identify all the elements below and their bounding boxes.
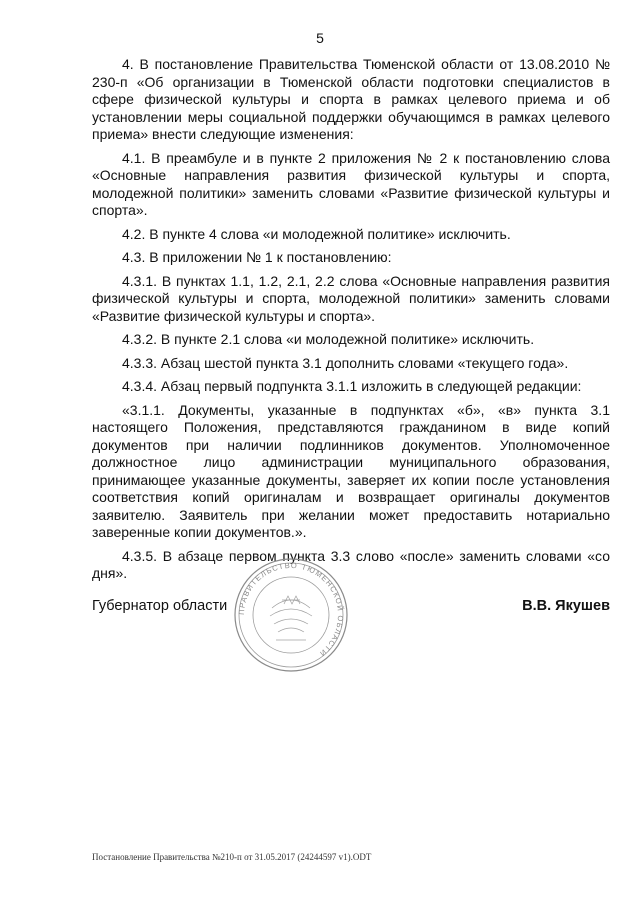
svg-text:ПРАВИТЕЛЬСТВО ТЮМЕНСКОЙ ОБЛАСТ: ПРАВИТЕЛЬСТВО ТЮМЕНСКОЙ ОБЛАСТИ (236, 560, 346, 659)
paragraph-4: 4. В постановление Правительства Тюменской области от 13.08.2010 № 230-п «Об организации в Тюменской области подготовки специалистов в сфере физической культуры и спорта в рамках целевого приема и об установлении меры социальной поддержки обучающимся в рамках целевого приема» внести следующие изменения: (92, 56, 610, 142)
paragraph-4-1: 4.1. В преамбуле и в пункте 2 приложения № 2 к постановлению слова «Основные направления развития физической культуры и спорта, молодежной политики» заменить словами «Развитие физической культуры и спорта». (92, 149, 610, 218)
paragraph-4-3-5: 4.3.5. В абзаце первом пункта 3.3 слово «после» заменить словами «со дня». (92, 547, 610, 581)
paragraph-4-3-1: 4.3.1. В пунктах 1.1, 1.2, 2.1, 2.2 слова «Основные направления развития физической культуры и спорта, молодежной политики» заменить словами «Развитие физической культуры и спорта». (92, 272, 610, 324)
signature-block (92, 598, 610, 622)
paragraph-4-2: 4.2. В пункте 4 слова «и молодежной политике» исключить. (122, 225, 511, 242)
paragraph-4-3-2: 4.3.2. В пункте 2.1 слова «и молодежной политике» исключить. (122, 331, 535, 347)
signer-title: Губернатор области (92, 598, 228, 614)
document-body (92, 56, 610, 589)
page-number: 5 (316, 30, 324, 46)
paragraph-4-3-3: 4.3.3. Абзац шестой пункта 3.1 дополнить словами «текущего года». (122, 354, 569, 371)
paragraph-4-3: 4.3. В приложении № 1 к постановлению: (122, 249, 392, 265)
paragraph-3-1-1-quote: «3.1.1. Документы, указанные в подпунктах «б», «в» пункта 3.1 настоящего Положения, представляются гражданином в виде копий документов при наличии подлинников документов. Уполномоченное должностное лицо администрации муниципального образования, принимающее указанные документы, заверяет их копии после установления соответствия копий оригиналам и возвращает оригиналы документов заявителю. Заявитель при желании может предоставить нотариально заверенные копии документов.». (92, 401, 610, 540)
signer-name: В.В. Якушев (522, 598, 610, 614)
paragraph-4-3-4: 4.3.4. Абзац первый подпункта 3.1.1 изложить в следующей редакции: (122, 378, 582, 394)
document-footer: Постановление Правительства №210-п от 31.05.2017 (24244597 v1).ODT (92, 852, 372, 862)
